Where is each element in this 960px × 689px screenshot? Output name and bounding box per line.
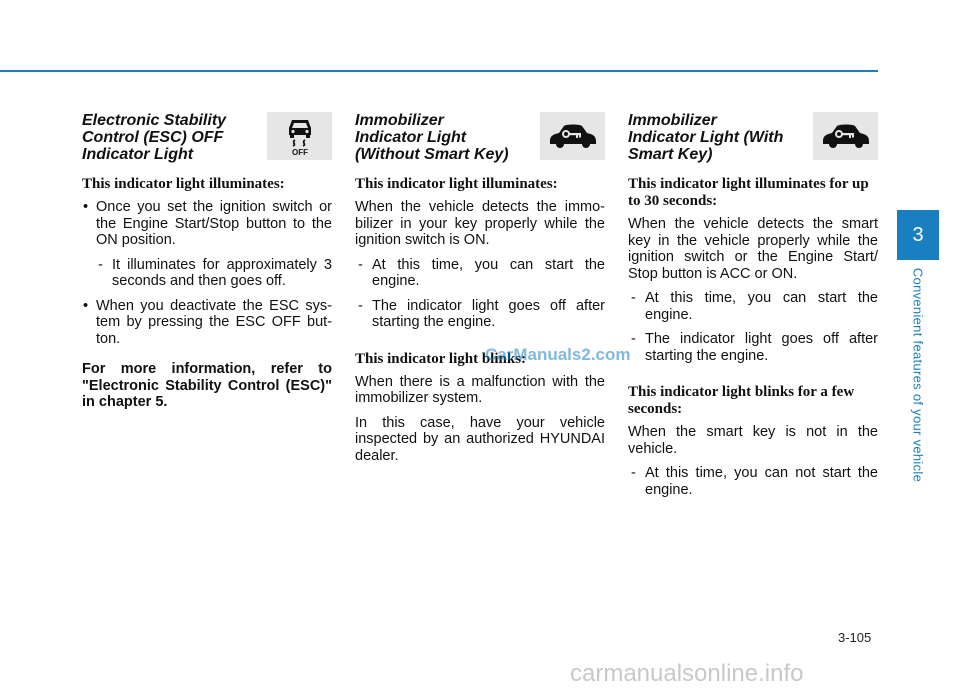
esc-off-icon [267, 112, 332, 160]
esc-reference: For more information, refer to "Electronic Stability Control (ESC)" in chapter 5. [82, 361, 332, 410]
immobilizer-no-smartkey-section [355, 112, 605, 472]
page-number: 3-105 [838, 630, 872, 645]
immobilizer-icon-box [540, 112, 605, 160]
immobilizer-no-smartkey-paragraph-2: When there is a malfunction with the immobilizer system. [355, 373, 605, 406]
immobilizer-smartkey-section [628, 112, 878, 506]
immobilizer-smartkey-dash-3: - At this time, you can not start the engine. [628, 465, 878, 498]
chapter-label: Convenient features of your vehicle [910, 267, 926, 483]
esc-header [82, 112, 332, 176]
immobilizer-smartkey-dash-2: - The indicator light goes off after starting the engine. [628, 331, 878, 364]
immobilizer-smartkey-icon-box [813, 112, 878, 160]
immobilizer-smartkey-title: Immobilizer Indicator Light (With Smart Key) [628, 112, 784, 163]
esc-bullet-1-dash: - It illuminates for approximately 3 seconds and then goes off. [95, 257, 332, 290]
esc-bullet-1: • Once you set the ignition switch or the Engine Start/Stop button to the ON position. [82, 199, 332, 249]
footer-watermark: carmanualsonline.info [570, 660, 804, 687]
immobilizer-no-smartkey-title: Immobilizer Indicator Light (Without Smart Key) [355, 112, 509, 163]
immobilizer-no-smartkey-subheading-1: This indicator light illuminates: [355, 176, 558, 192]
immobilizer-smartkey-paragraph-2: When the smart key is not in the vehicle. [628, 424, 878, 457]
immobilizer-smartkey-header [628, 112, 878, 176]
immobilizer-no-smartkey-dash-2: - The indicator light goes off after starting the engine. [355, 298, 605, 331]
immobilizer-no-smartkey-paragraph-1: When the vehicle detects the immo-bilizer in your key properly while the ignition switch is ON. [355, 199, 605, 248]
immobilizer-smartkey-subheading-2: This indicator light blinks for a few seconds: [628, 384, 855, 417]
immobilizer-smartkey-car-key-icon [820, 121, 872, 151]
immobilizer-no-smartkey-subheading-2: This indicator light blinks: [355, 350, 527, 367]
chapter-tab: 3 [897, 210, 939, 260]
top-rule [0, 70, 878, 72]
immobilizer-smartkey-subheading-1: This indicator light illuminates for up to 30 seconds: [628, 176, 869, 209]
esc-car-skid-icon [280, 116, 320, 156]
immobilizer-smartkey-dash-1: - At this time, you can start the engine. [628, 290, 878, 323]
esc-icon-label: OFF [291, 148, 308, 156]
esc-section [82, 112, 332, 419]
immobilizer-no-smartkey-paragraph-3: In this case, have your vehicle inspected by an authorized HYUNDAI dealer. [355, 414, 605, 464]
immobilizer-no-smartkey-dash-1: - At this time, you can start the engine. [355, 257, 605, 290]
esc-subheading: This indicator light illuminates: [82, 176, 285, 192]
esc-bullet-2: • When you deactivate the ESC sys-tem by pressing the ESC OFF but-ton. [82, 298, 332, 348]
esc-title: Electronic Stability Control (ESC) OFF Indicator Light [82, 112, 227, 163]
immobilizer-smartkey-paragraph-1: When the vehicle detects the smart key in the vehicle properly while the ignition switch or the Engine Start/ Stop button is ACC or ON. [628, 216, 878, 282]
immobilizer-car-key-icon [547, 121, 599, 151]
watermark: CarManuals2.com [485, 345, 631, 364]
immobilizer-no-smartkey-header [355, 112, 605, 176]
